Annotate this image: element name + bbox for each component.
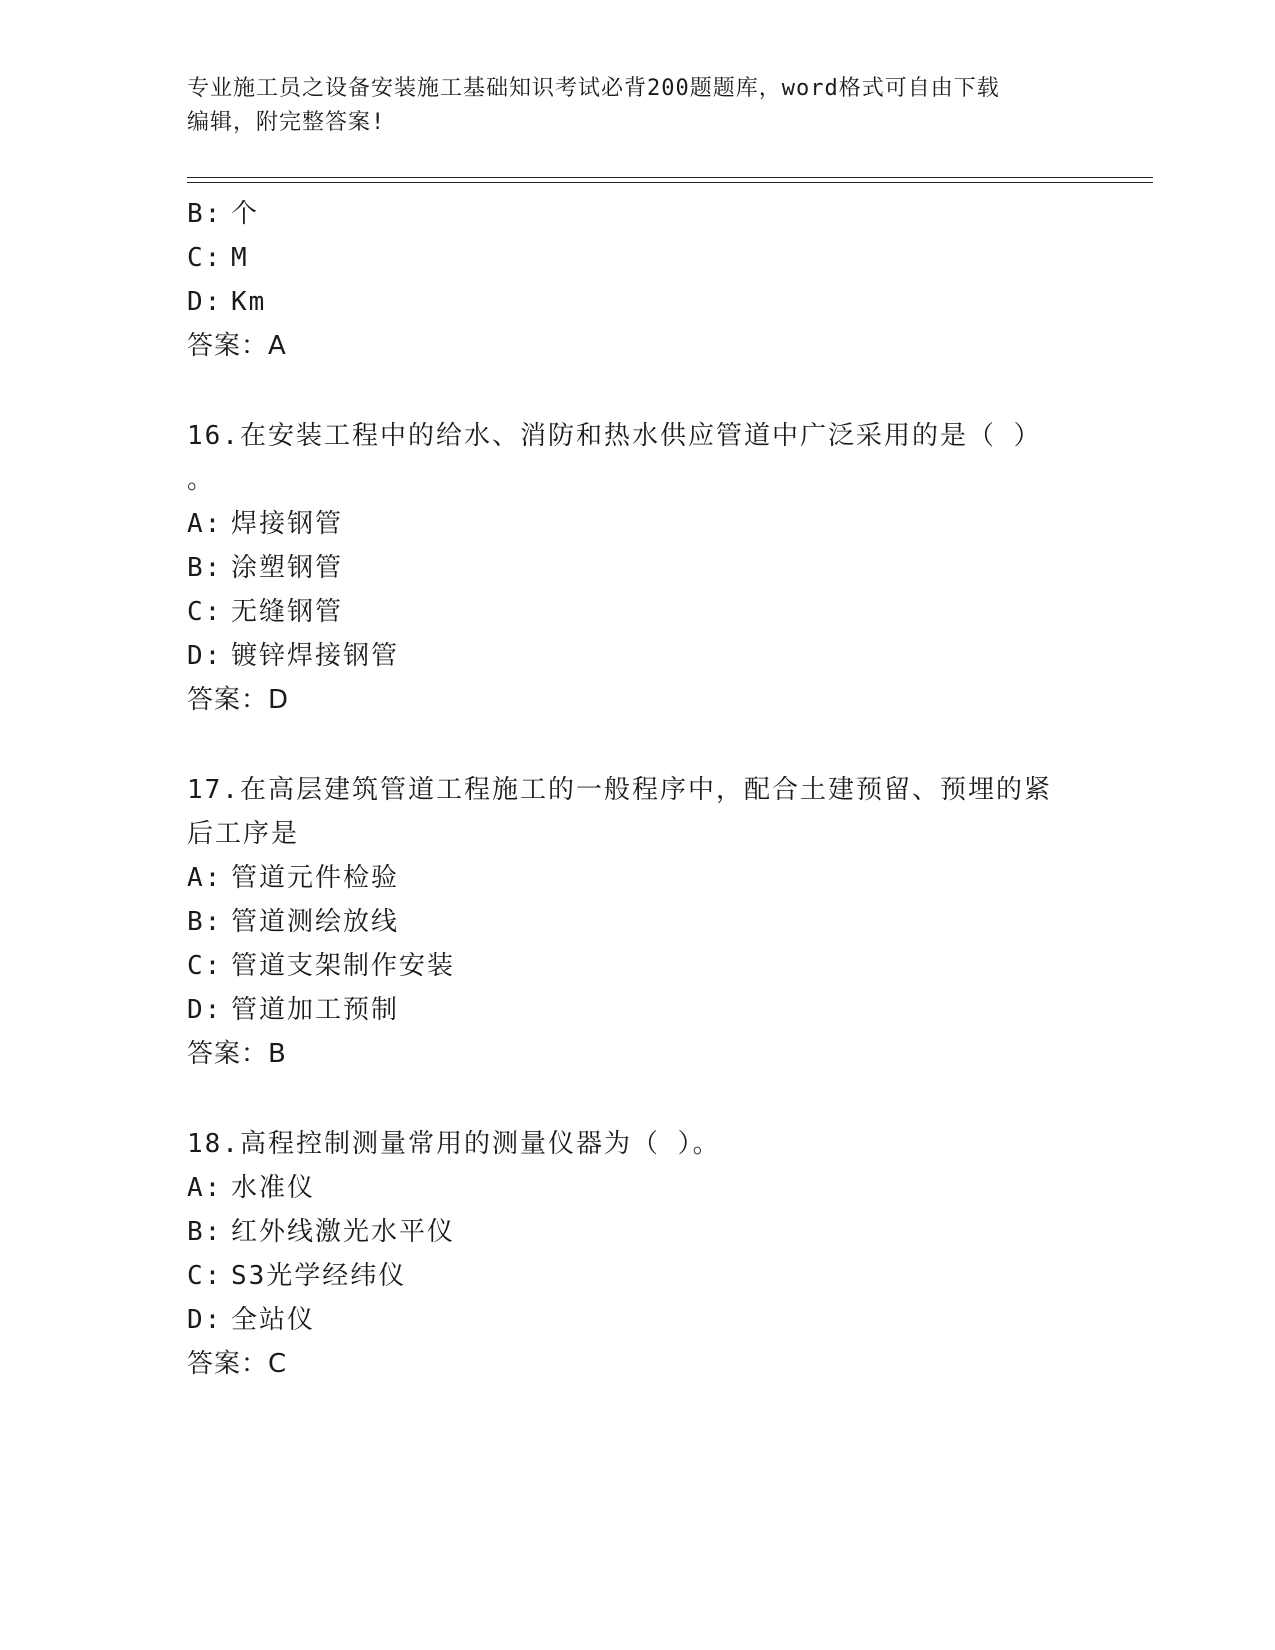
q15-option-b (187, 196, 259, 232)
q18-answer: 答案：C (187, 1349, 288, 1379)
option-key: A: (187, 1173, 223, 1203)
option-key: D: (187, 287, 223, 317)
q15-answer: 答案：A (187, 331, 287, 361)
page-header (187, 72, 1087, 140)
option-text: 管道测绘放线 (231, 907, 400, 937)
q16-option-d (187, 638, 399, 674)
q17-answer: 答案：B (187, 1039, 287, 1069)
option-key: C: (187, 951, 223, 981)
option-key: B: (187, 199, 223, 229)
option-text: S3光学经纬仪 (231, 1261, 407, 1291)
q18-option-d (187, 1302, 315, 1338)
q16-stem-line-1: 16.在安装工程中的给水、消防和热水供应管道中广泛采用的是（ ） (187, 421, 1042, 451)
option-text: 水准仪 (231, 1173, 316, 1203)
q16-option-b (187, 550, 343, 586)
header-divider-bottom (187, 182, 1153, 183)
option-text: 管道支架制作安装 (231, 951, 456, 981)
option-text: 焊接钢管 (231, 509, 344, 539)
q18-option-a (187, 1170, 315, 1206)
q15-option-c (187, 240, 249, 276)
option-key: B: (187, 907, 223, 937)
option-key: D: (187, 995, 223, 1025)
option-text: 全站仪 (231, 1305, 316, 1335)
option-key: A: (187, 509, 223, 539)
header-title-line-2: 编辑，附完整答案! (187, 110, 386, 135)
option-key: A: (187, 863, 223, 893)
q17-option-a (187, 860, 399, 896)
option-text: 镀锌焊接钢管 (231, 641, 400, 671)
q17-stem-line-1: 17.在高层建筑管道工程施工的一般程序中，配合土建预留、预埋的紧 (187, 775, 1052, 805)
q17-option-c (187, 948, 455, 984)
option-text: 管道加工预制 (231, 995, 400, 1025)
option-key: D: (187, 641, 223, 671)
q15-option-d (187, 284, 266, 320)
option-text: 管道元件检验 (231, 863, 400, 893)
option-key: D: (187, 1305, 223, 1335)
q16-option-a (187, 506, 343, 542)
q16-stem-line-2: 。 (187, 465, 216, 495)
option-key: B: (187, 553, 223, 583)
option-key: C: (187, 597, 223, 627)
option-text: 红外线激光水平仪 (231, 1217, 456, 1247)
q17-option-d (187, 992, 399, 1028)
option-text: 无缝钢管 (231, 597, 344, 627)
option-text: M (231, 243, 249, 273)
option-text: 涂塑钢管 (231, 553, 344, 583)
header-title-line-1: 专业施工员之设备安装施工基础知识考试必背200题题库，word格式可自由下载 (187, 76, 1000, 101)
header-divider-top (187, 177, 1153, 178)
option-key: C: (187, 1261, 223, 1291)
q17-stem-line-2: 后工序是 (187, 819, 300, 849)
q16-answer: 答案：D (187, 685, 290, 715)
q18-stem-line-1: 18.高程控制测量常用的测量仪器为（ ）。 (187, 1129, 721, 1159)
q18-option-c (187, 1258, 406, 1294)
option-text: Km (231, 287, 267, 317)
option-key: B: (187, 1217, 223, 1247)
option-text: 个 (231, 199, 260, 229)
option-key: C: (187, 243, 223, 273)
q18-option-b (187, 1214, 455, 1250)
q17-option-b (187, 904, 399, 940)
q16-option-c (187, 594, 343, 630)
